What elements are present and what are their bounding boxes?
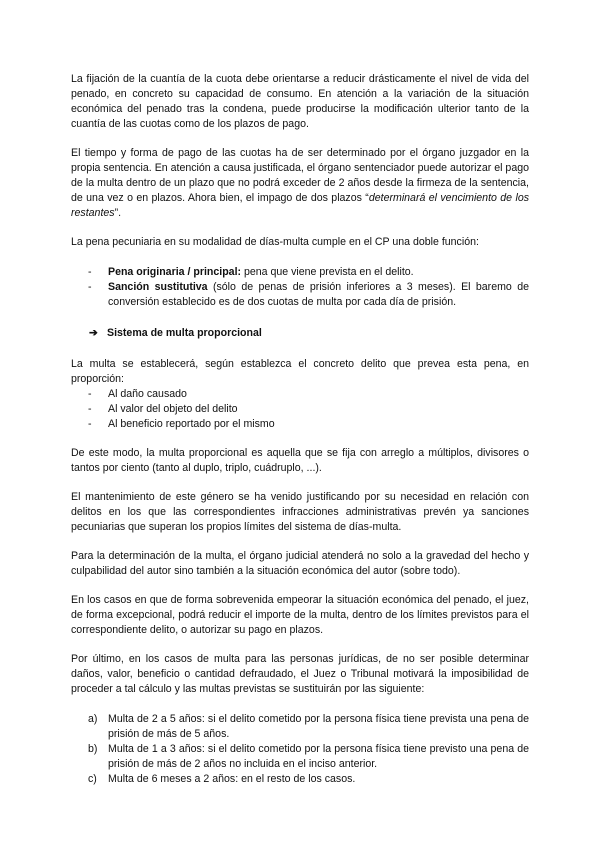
list-item (71, 402, 529, 417)
list-item-text: Multa de 6 meses a 2 años: en el resto de los casos. (108, 773, 356, 785)
quote-vencimiento: determinará el vencimiento de los restantes (71, 192, 530, 219)
paragraph-mantenimiento: El mantenimiento de este género se ha venido justificando por su necesidad en relación con delitos en los que las correspondientes infracciones administrativas prevén ya sanciones pecuniarias que superan los propios límites del sistema de días-multa. (71, 491, 529, 533)
list-marker: b) (88, 743, 98, 755)
section-heading (71, 326, 529, 341)
list-marker: - (88, 418, 92, 430)
document-body (71, 72, 529, 787)
functions-list (71, 265, 529, 310)
paragraph-casos-sobrevenida: En los casos en que de forma sobrevenida empeorar la situación económica del penado, el juez, de forma excepcional, podrá reducir el importe de la multa, dentro de los límites previstos para el correspondiente delito, o autorizar su pago en plazos. (71, 594, 529, 636)
list-item-text: Al beneficio reportado por el mismo (108, 418, 275, 430)
list-item (71, 387, 529, 402)
list-marker: - (88, 266, 92, 278)
list-item-term: Pena originaria / principal: (108, 266, 242, 278)
arrow-right-icon: ➔ (89, 327, 98, 339)
paragraph-tiempo-forma-pago: El tiempo y forma de pago de las cuotas ha de ser determinado por el órgano juzgador en la propia sentencia. En atención a causa justificada, el órgano sentenciador puede autorizar el pago de la multa dentro de un plazo que no podrá exceder de 2 años desde la firmeza de la sentencia, de una vez o en plazos. Ahora bien, el impago de dos plazos “determinará el vencimiento de los restantes”. (71, 147, 530, 219)
list-marker: a) (88, 713, 98, 725)
list-item-text: Multa de 2 a 5 años: si el delito cometido por la persona física tiene prevista una pena de prisión de más de 5 años. (108, 713, 529, 740)
substitutions-list (71, 712, 529, 787)
list-marker: - (88, 403, 92, 415)
list-item-text: pena que viene prevista en el delito. (241, 266, 414, 278)
list-item-text: (sólo de penas de prisión inferiores a 3 meses). El baremo de conversión establecido es de dos cuotas de multa por cada día de prisión. (108, 281, 529, 308)
list-item (71, 712, 529, 742)
list-item-text: Al daño causado (108, 388, 187, 400)
list-item-term: Sanción sustitutiva (108, 281, 208, 293)
list-item-text: Al valor del objeto del delito (108, 403, 238, 415)
paragraph-personas-juridicas: Por último, en los casos de multa para las personas jurídicas, de no ser posible determinar daños, valor, beneficio o cantidad defraudado, el Juez o Tribunal motivará la imposibilidad de proceder a tal cálculo y las multas previstas se sustituirán por las siguiente: (71, 653, 529, 695)
proportion-list (71, 387, 529, 432)
list-marker: - (88, 281, 92, 293)
list-item (71, 280, 529, 310)
list-item-text: Multa de 1 a 3 años: si el delito cometido por la persona física tiene previsto una pena de prisión de más de 2 años no incluida en el inciso anterior. (108, 743, 529, 770)
paragraph-proporcion: La multa se establecerá, según establezca el concreto delito que prevea esta pena, en proporción: (71, 358, 529, 385)
list-marker: - (88, 388, 92, 400)
list-marker: c) (88, 773, 97, 785)
section-heading-text: Sistema de multa proporcional (107, 327, 262, 339)
list-item (71, 772, 529, 787)
paragraph-determinacion: Para la determinación de la multa, el órgano judicial atenderá no solo a la gravedad del hecho y culpabilidad del autor sino también a la situación económica del autor (sobre todo). (71, 550, 529, 577)
paragraph-multa-proporcional: De este modo, la multa proporcional es aquella que se fija con arreglo a múltiplos, divisores o tantos por ciento (tanto al duplo, triplo, cuádruplo, ...). (71, 447, 529, 474)
paragraph-doble-funcion: La pena pecuniaria en su modalidad de días-multa cumple en el CP una doble función: (71, 236, 479, 248)
list-item (71, 417, 529, 432)
paragraph-cuota-fijacion: La fijación de la cuantía de la cuota debe orientarse a reducir drásticamente el nivel de vida del penado, en concreto su capacidad de consumo. En atención a la variación de la situación económica del penado tras la condena, puede producirse la modificación ulterior tanto de la cuantía de las cuotas como de los plazos de pago. (71, 73, 529, 130)
list-item (71, 265, 529, 280)
list-item (71, 742, 529, 772)
